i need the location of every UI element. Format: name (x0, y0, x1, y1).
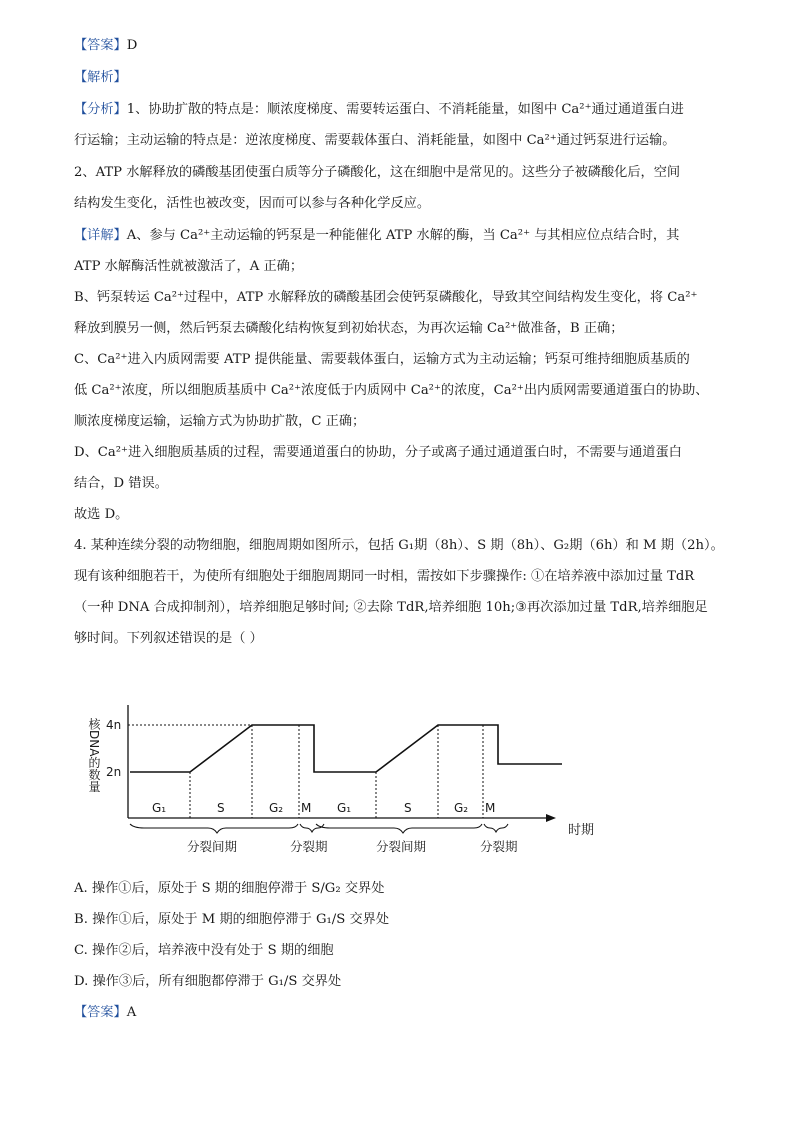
text-line: 结合，D 错误。 (74, 476, 168, 491)
answer-line (74, 1003, 136, 1023)
phase-label: S (404, 801, 412, 815)
option-c: C. 操作②后，培养液中没有处于 S 期的细胞 (74, 943, 334, 958)
phase-label: M (301, 801, 312, 815)
dna-content-line (130, 725, 562, 772)
text-line: 2、ATP 水解释放的磷酸基团使蛋白质等分子磷酸化，这在细胞中是常见的。这些分子被磷酸化后，空间 (74, 165, 681, 180)
answer-value: A (126, 1005, 137, 1020)
text-line: 顺浓度梯度运输，运输方式为协助扩散，C 正确； (74, 414, 366, 429)
text-line: 【详解】A、参与 Ca²⁺主动运输的钙泵是一种能催化 ATP 水解的酶，当 Ca²⁺ 与其相应位点结合时，其 (74, 228, 680, 243)
bracket-label: 分裂间期 (376, 839, 427, 854)
bracket-label: 分裂间期 (187, 839, 238, 854)
text-line: 行运输；主动运输的特点是：逆浓度梯度、需要载体蛋白、消耗能量，如图中 Ca²⁺通过钙泵进行运输。 (74, 133, 676, 148)
answer-line (74, 36, 137, 56)
svg-text:核DNA的数量: 核DNA的数量 (87, 718, 101, 793)
x-axis-arrow (546, 814, 556, 822)
text-line: C、Ca²⁺进入内质网需要 ATP 提供能量、需要载体蛋白，运输方式为主动运输；钙泵可维持细胞质基质的 (74, 352, 690, 367)
y-axis-label (87, 717, 101, 793)
question-line: 4. 某种连续分裂的动物细胞，细胞周期如图所示，包括 G₁期（8h）、S 期（8h）、G₂期（6h）和 M 期（2h）。 (74, 538, 724, 553)
text-line: 结构发生变化，活性也被改变，因而可以参与各种化学反应。 (74, 196, 431, 211)
answer-value: D (126, 38, 138, 53)
bracket-label: 分裂期 (290, 839, 328, 854)
answer-tag: 【答案】 (74, 1005, 127, 1020)
question-line: 现有该种细胞若干，为使所有细胞处于细胞周期同一时相，需按如下步骤操作: ①在培养液中添加过量 TdR (74, 569, 695, 584)
text-line: 低 Ca²⁺浓度，所以细胞质基质中 Ca²⁺浓度低于内质网中 Ca²⁺的浓度，Ca²⁺出内质网需要通道蛋白的协助、 (74, 383, 709, 398)
text-line: 故选 D。 (74, 507, 129, 522)
text-line: 【分析】1、协助扩散的特点是：顺浓度梯度、需要转运蛋白、不消耗能量，如图中 Ca²⁺通过通道蛋白进 (74, 102, 684, 117)
y-tick-4n: 4n (106, 718, 122, 732)
option-a: A. 操作①后，原处于 S 期的细胞停滞于 S/G₂ 交界处 (74, 881, 385, 896)
text-line: ATP 水解酶活性就被激活了，A 正确； (74, 259, 304, 274)
question-line: 够时间。下列叙述错误的是（ ） (74, 631, 263, 646)
phase-label: G₁ (337, 801, 352, 815)
bracket-label: 分裂期 (480, 839, 518, 854)
option-d: D. 操作③后，所有细胞都停滞于 G₁/S 交界处 (74, 974, 342, 989)
analysis-tag: 【解析】 (74, 70, 127, 85)
cell-cycle-diagram (84, 700, 604, 860)
y-tick-2n: 2n (106, 765, 122, 779)
phase-label: S (217, 801, 225, 815)
stage-brackets (130, 824, 508, 833)
option-b: B. 操作①后，原处于 M 期的细胞停滞于 G₁/S 交界处 (74, 912, 390, 927)
text-line: D、Ca²⁺进入细胞质基质的过程，需要通道蛋白的协助，分子或离子通过通道蛋白时，不需要与通道蛋白 (74, 445, 682, 460)
x-axis-label: 时期 (568, 823, 595, 838)
question-line: （一种 DNA 合成抑制剂），培养细胞足够时间; ②去除 TdR,培养细胞 10h;③再次添加过量 TdR,培养细胞足 (74, 600, 708, 615)
answer-tag: 【答案】 (74, 38, 127, 53)
text-line: 释放到膜另一侧，然后钙泵去磷酸化结构恢复到初始状态，为再次运输 Ca²⁺做准备，B 正确； (74, 321, 624, 336)
text-line: B、钙泵转运 Ca²⁺过程中，ATP 水解释放的磷酸基团会使钙泵磷酸化，导致其空间结构发生变化，将 Ca²⁺ (74, 290, 698, 305)
phase-label: G₂ (269, 801, 284, 815)
phase-label: G₂ (454, 801, 469, 815)
phase-label: M (485, 801, 496, 815)
phase-label: G₁ (152, 801, 167, 815)
